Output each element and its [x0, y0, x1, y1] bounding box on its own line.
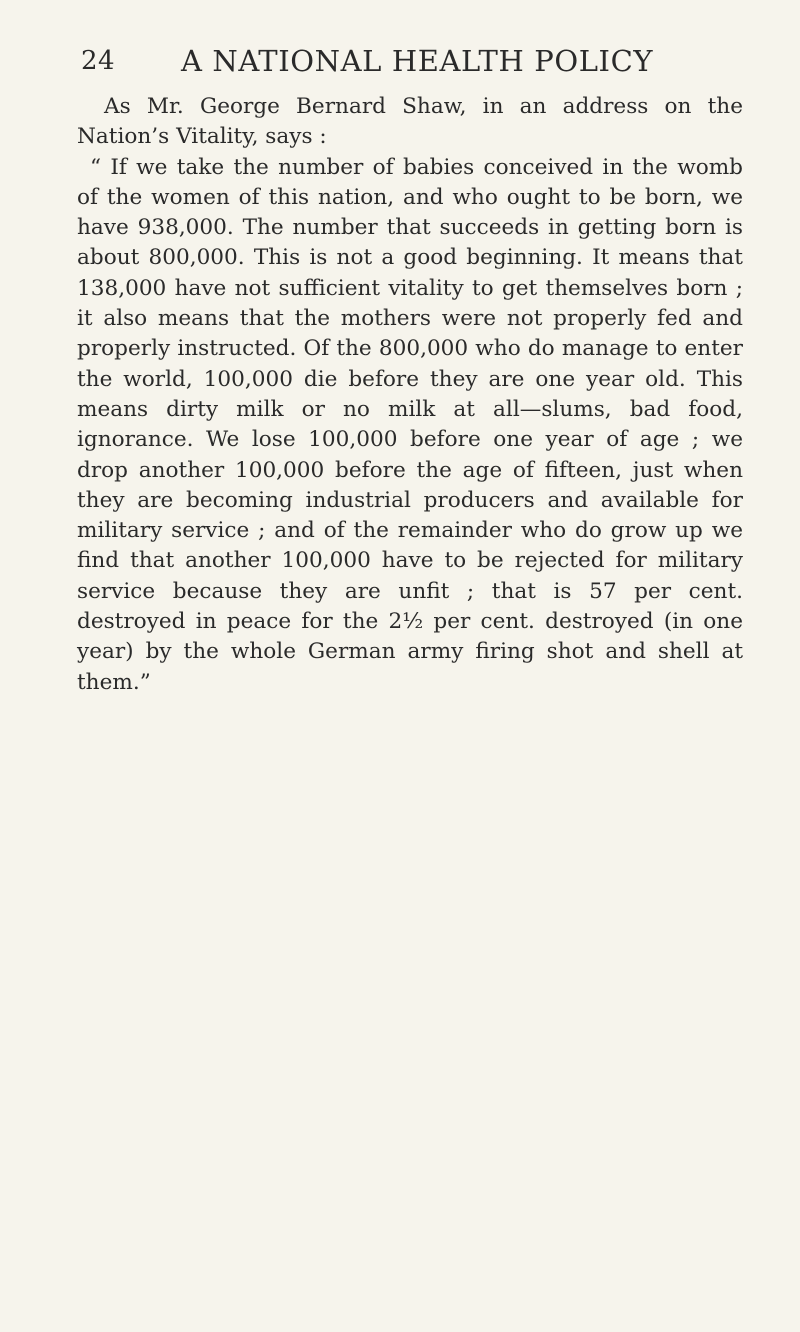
page-number: 24 — [81, 46, 116, 76]
running-header — [77, 40, 743, 82]
intro-paragraph: As Mr. George Bernard Shaw, in an address on the Nation’s Vitality, says : — [77, 94, 743, 150]
shaw-quotation: “ If we take the number of babies conceived in the womb of the women of this nation, and who ought to be born, we have 938,000. The number that succeeds in getting born is about 800,000. This is not a good beginning. It means that 138,000 have not sufficient vitality to get themselves born ; it also means that the mothers were not properly fed and properly instructed. Of the 800,000 who do manage to enter the world, 100,000 die before they are one year old. This means dirty milk or no milk at all—slums, bad food, ignorance. We lose 100,000 before one year of age ; we drop another 100,000 before the age of fifteen, just when they are becoming industrial producers and available for military service ; and of the remainder who do grow up we find that another 100,000 have to be rejected for military service because they are unfit ; that is 57 per cent. destroyed in peace for the 2½ per cent. destroyed (in one year) by the whole German army firing shot and shell at them.” — [77, 154, 743, 695]
body-text — [77, 92, 743, 698]
running-title: A NATIONAL HEALTH POLICY — [181, 44, 654, 78]
book-page — [77, 40, 743, 698]
